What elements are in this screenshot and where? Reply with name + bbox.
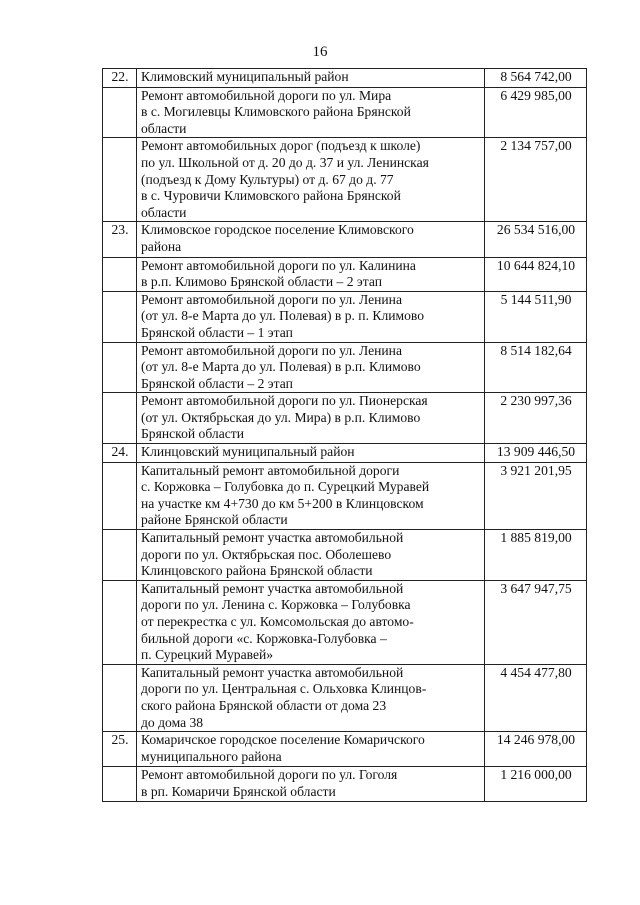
table-row-group [103,222,587,257]
project-description: Ремонт автомобильной дороги по ул. Калинина в р.п. Климово Брянской области – 2 этап [137,257,485,291]
amount: 5 144 511,90 [485,291,587,342]
table-row-group [103,69,587,88]
project-description: Ремонт автомобильной дороги по ул. Ленина (от ул. 8-е Марта до ул. Полевая) в р.п. Климово Брянской области – 2 этап [137,342,485,393]
municipality-name: Клинцовский муниципальный район [137,444,485,463]
row-number: 23. [103,222,137,257]
row-number [103,138,137,222]
project-description: Ремонт автомобильной дороги по ул. Мира в с. Могилевцы Климовского района Брянской области [137,87,485,138]
amount: 3 921 201,95 [485,462,587,529]
municipality-name: Климовский муниципальный район [137,69,485,88]
row-number [103,257,137,291]
table-row-group [103,732,587,767]
table-row [103,462,587,529]
amount: 2 134 757,00 [485,138,587,222]
table-row [103,664,587,731]
amount: 1 216 000,00 [485,767,587,801]
amount: 13 909 446,50 [485,444,587,463]
table-row [103,291,587,342]
municipality-name: Комаричское городское поселение Комаричского муниципального района [137,732,485,767]
amount: 14 246 978,00 [485,732,587,767]
row-number [103,664,137,731]
table-row [103,530,587,581]
project-description: Капитальный ремонт автомобильной дороги с. Коржовка – Голубовка до п. Сурецкий Муравей на участке км 4+730 до км 5+200 в Клинцовском районе Брянской области [137,462,485,529]
row-number [103,462,137,529]
amount: 26 534 516,00 [485,222,587,257]
project-description: Капитальный ремонт участка автомобильной дороги по ул. Ленина с. Коржовка – Голубовка от перекрестка с ул. Комсомольская до автомо- бильной дороги «с. Коржовка-Голубовка – п. Сурецкий Муравей» [137,580,485,664]
table-row [103,87,587,138]
table-row [103,580,587,664]
table-row [103,138,587,222]
amount: 8 514 182,64 [485,342,587,393]
project-description: Ремонт автомобильных дорог (подъезд к школе) по ул. Школьной от д. 20 до д. 37 и ул. Ленинская (подъезд к Дому Культуры) от д. 67 до д. 77 в с. Чуровичи Климовского района Брянской области [137,138,485,222]
row-number [103,291,137,342]
budget-table-body [103,69,587,802]
amount: 6 429 985,00 [485,87,587,138]
project-description: Ремонт автомобильной дороги по ул. Пионерская (от ул. Октябрьская до ул. Мира) в р.п. Климово Брянской области [137,393,485,444]
row-number [103,580,137,664]
table-row [103,393,587,444]
row-number: 22. [103,69,137,88]
amount: 10 644 824,10 [485,257,587,291]
row-number [103,530,137,581]
amount: 8 564 742,00 [485,69,587,88]
amount: 3 647 947,75 [485,580,587,664]
table-row [103,767,587,801]
amount: 4 454 477,80 [485,664,587,731]
project-description: Капитальный ремонт участка автомобильной дороги по ул. Центральная с. Ольховка Клинцов- ского района Брянской области от дома 23 до дома 38 [137,664,485,731]
table-row [103,342,587,393]
amount: 2 230 997,36 [485,393,587,444]
project-description: Ремонт автомобильной дороги по ул. Гоголя в рп. Комаричи Брянской области [137,767,485,801]
row-number [103,767,137,801]
page-number: 16 [312,44,328,60]
row-number [103,87,137,138]
row-number [103,393,137,444]
municipality-name: Климовское городское поселение Климовского района [137,222,485,257]
row-number [103,342,137,393]
row-number: 24. [103,444,137,463]
row-number: 25. [103,732,137,767]
budget-table [102,68,587,802]
table-row-group [103,444,587,463]
project-description: Капитальный ремонт участка автомобильной дороги по ул. Октябрьская пос. Оболешево Клинцовского района Брянской области [137,530,485,581]
table-row [103,257,587,291]
project-description: Ремонт автомобильной дороги по ул. Ленина (от ул. 8-е Марта до ул. Полевая) в р. п. Климово Брянской области – 1 этап [137,291,485,342]
amount: 1 885 819,00 [485,530,587,581]
